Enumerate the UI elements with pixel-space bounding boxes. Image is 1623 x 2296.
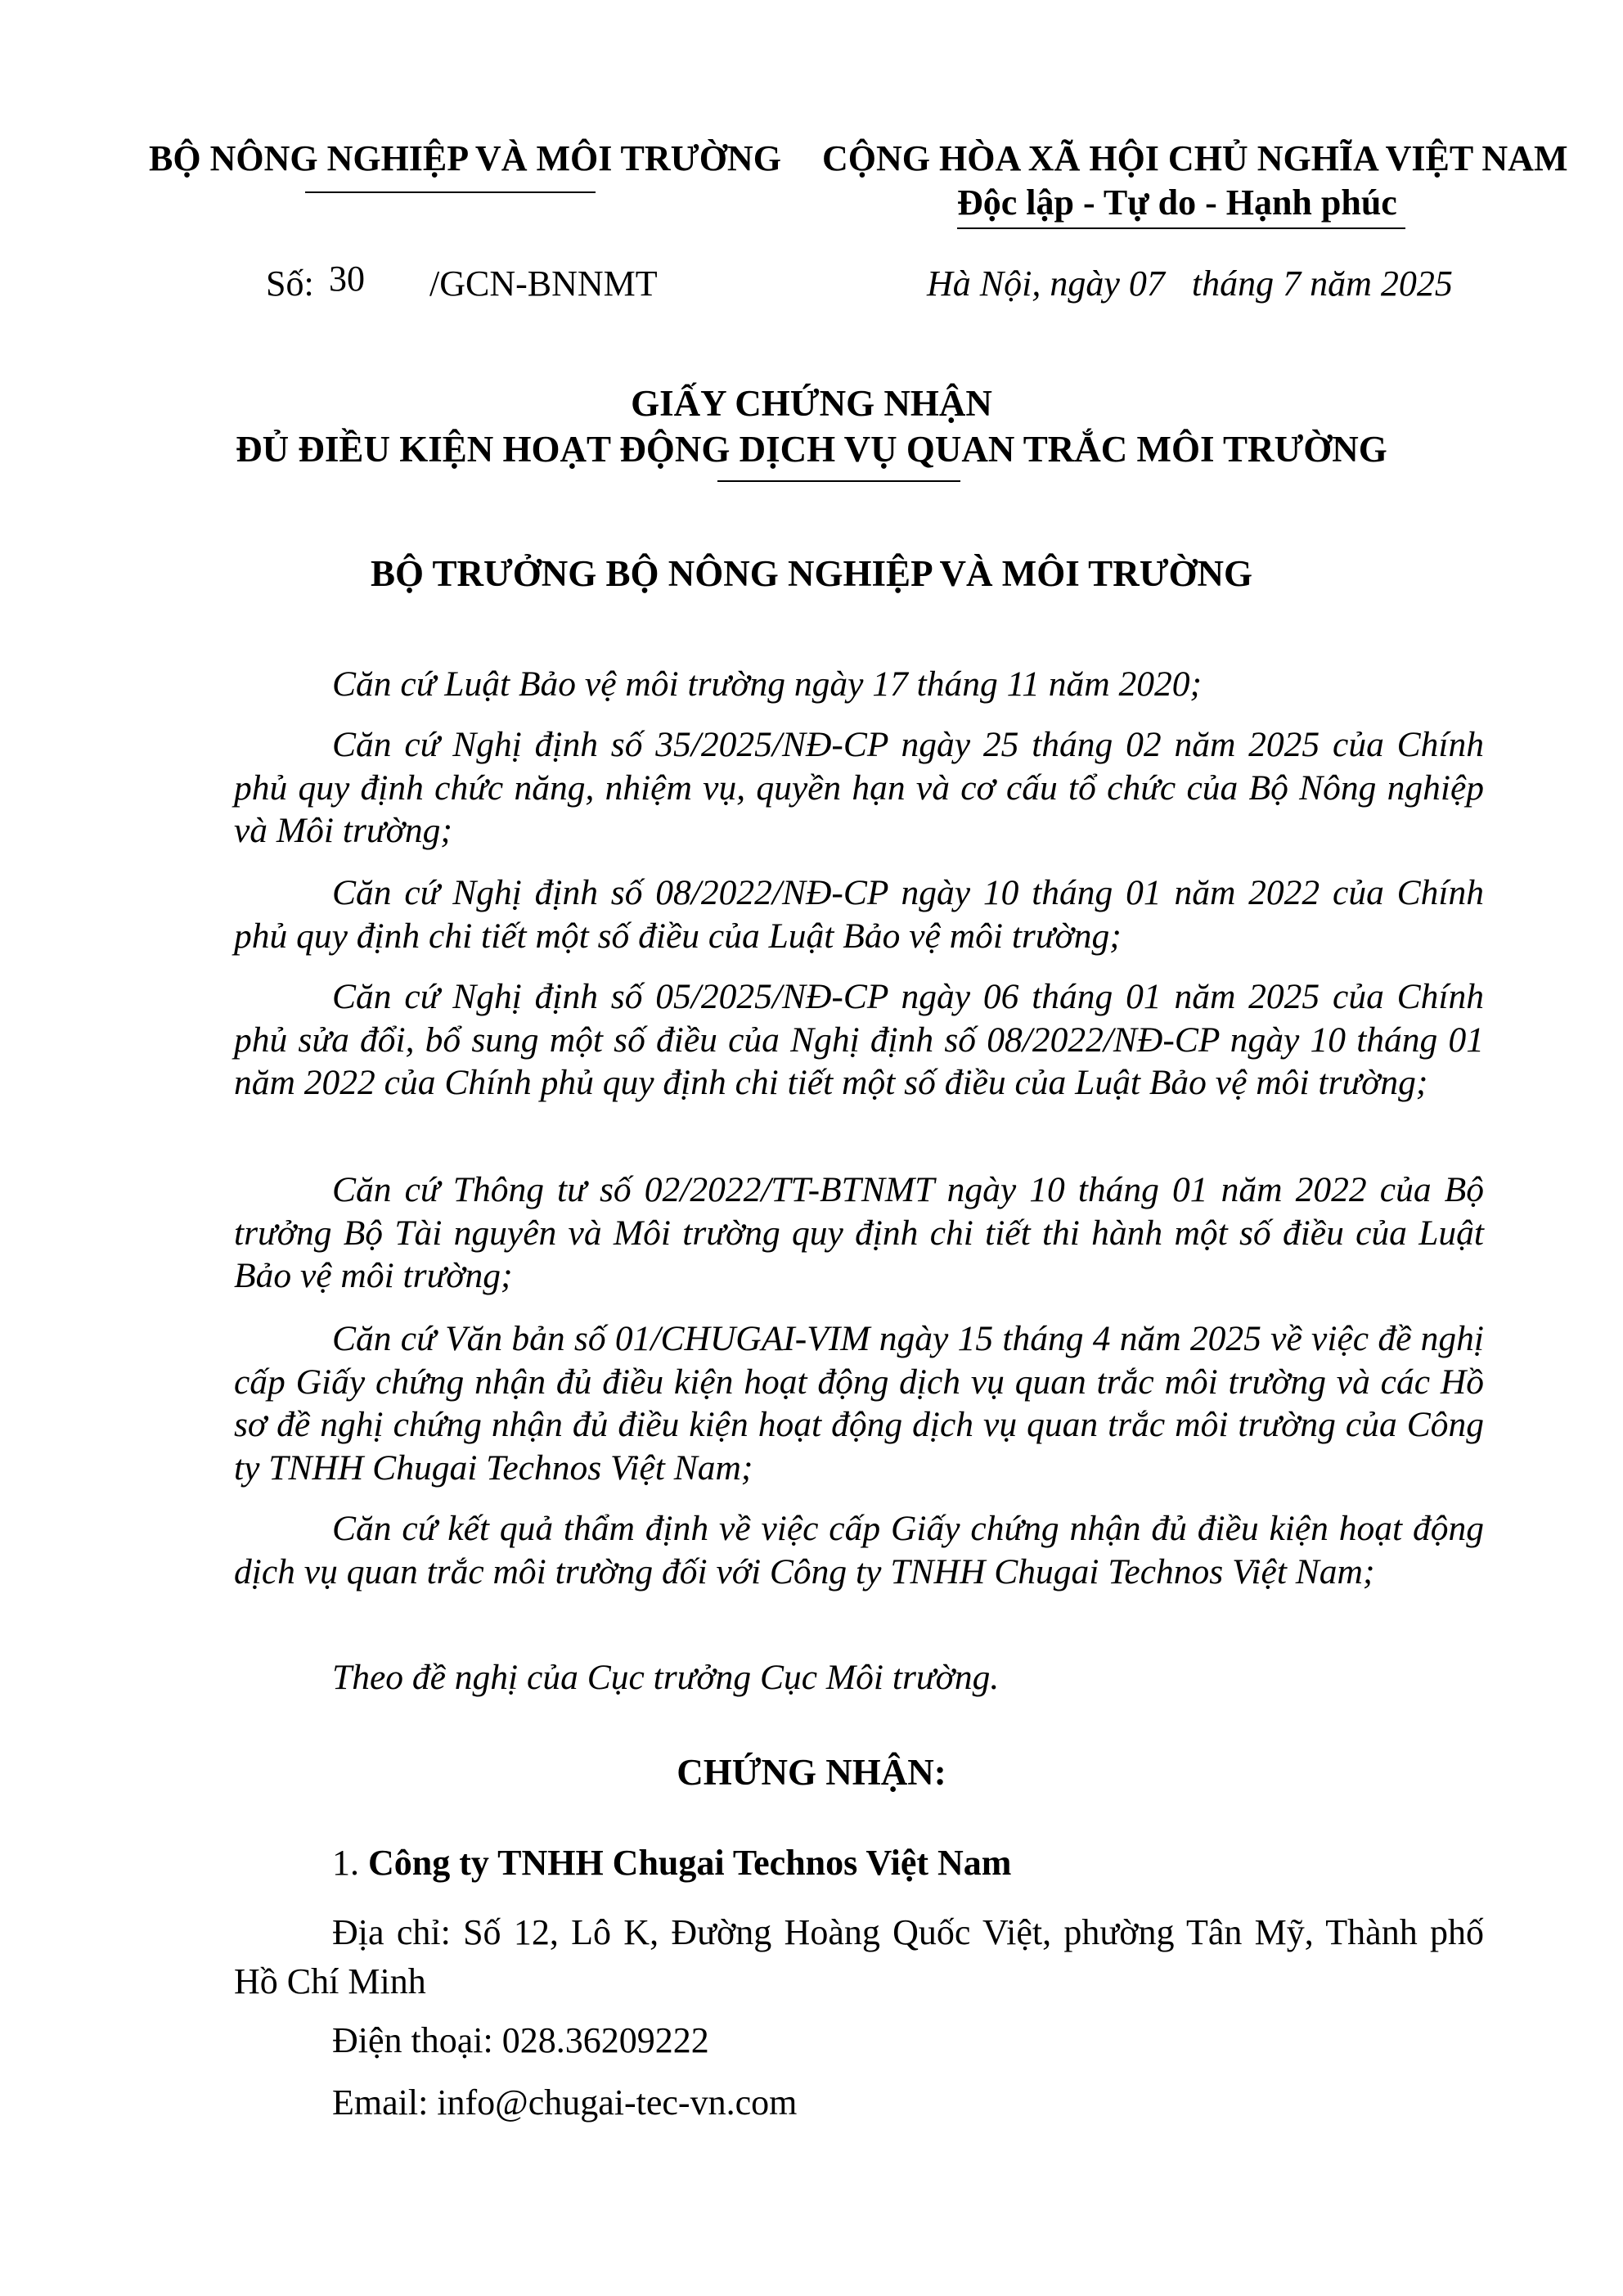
country-name: CỘNG HÒA XÃ HỘI CHỦ NGHĨA VIỆT NAM [822,138,1568,178]
company-index: 1. [332,1843,359,1883]
title-line-2: ĐỦ ĐIỀU KIỆN HOẠT ĐỘNG DỊCH VỤ QUAN TRẮC MÔI TRƯỜNG [236,429,1387,470]
company-phone: Điện thoại: 028.36209222 [332,2020,709,2060]
doc-number-suffix: /GCN-BNNMT [429,263,658,304]
title-underline [717,480,960,482]
basis-paragraph: Căn cứ Nghị định số 08/2022/NĐ-CP ngày 10 tháng 01 năm 2022 của Chính phủ quy định chi tiết một số điều của Luật Bảo vệ môi trường; [234,873,1484,956]
ministry-name: BỘ NÔNG NGHIỆP VÀ MÔI TRƯỜNG [149,138,781,178]
doc-number-label: Số: [266,263,314,304]
company-email: Email: info@chugai-tec-vn.com [332,2082,798,2123]
company-heading [332,1845,1011,1881]
company-name: Công ty TNHH Chugai Technos Việt Nam [368,1843,1012,1883]
authority: BỘ TRƯỞNG BỘ NÔNG NGHIỆP VÀ MÔI TRƯỜNG [370,553,1253,594]
basis-paragraph: Căn cứ Luật Bảo vệ môi trường ngày 17 tháng 11 năm 2020; [332,664,1203,704]
basis-paragraph: Căn cứ Nghị định số 05/2025/NĐ-CP ngày 06 tháng 01 năm 2025 của Chính phủ sửa đổi, bổ sung một số điều của Nghị định số 08/2022/NĐ-CP ngày 10 tháng 01 năm 2022 của Chính phủ quy định chi tiết một số điều của Luật Bảo vệ môi trường; [234,977,1484,1102]
issue-date: Hà Nội, ngày 07 tháng 7 năm 2025 [927,263,1453,304]
basis-paragraph: Theo đề nghị của Cục trưởng Cục Môi trường. [332,1658,1000,1697]
basis-paragraph: Căn cứ Văn bản số 01/CHUGAI-VIM ngày 15 tháng 4 năm 2025 về việc đề nghị cấp Giấy chứng nhận đủ điều kiện hoạt động dịch vụ quan trắc môi trường và các Hồ sơ đề nghị chứng nhận đủ điều kiện hoạt động dịch vụ quan trắc môi trường của Công ty TNHH Chugai Technos Việt Nam; [234,1319,1484,1488]
basis-paragraph: Căn cứ Nghị định số 35/2025/NĐ-CP ngày 25 tháng 02 năm 2025 của Chính phủ quy định chức năng, nhiệm vụ, quyền hạn và cơ cấu tổ chức của Bộ Nông nghiệp và Môi trường; [234,725,1484,850]
company-address: Địa chỉ: Số 12, Lô K, Đường Hoàng Quốc Việt, phường Tân Mỹ, Thành phố Hồ Chí Minh [234,1912,1484,2001]
doc-number-value: 30 [329,259,365,299]
motto-underline [957,227,1405,229]
motto: Độc lập - Tự do - Hạnh phúc [957,182,1397,223]
ministry-underline [305,191,596,193]
title-line-1: GIẤY CHỨNG NHẬN [631,383,992,424]
basis-paragraph: Căn cứ Thông tư số 02/2022/TT-BTNMT ngày 10 tháng 01 năm 2022 của Bộ trưởng Bộ Tài nguyên và Môi trường quy định chi tiết thi hành một số điều của Luật Bảo vệ môi trường; [234,1170,1484,1295]
certify-heading: CHỨNG NHẬN: [677,1752,946,1793]
basis-paragraph: Căn cứ kết quả thẩm định về việc cấp Giấy chứng nhận đủ điều kiện hoạt động dịch vụ quan trắc môi trường đối với Công ty TNHH Chugai Technos Việt Nam; [234,1509,1484,1591]
